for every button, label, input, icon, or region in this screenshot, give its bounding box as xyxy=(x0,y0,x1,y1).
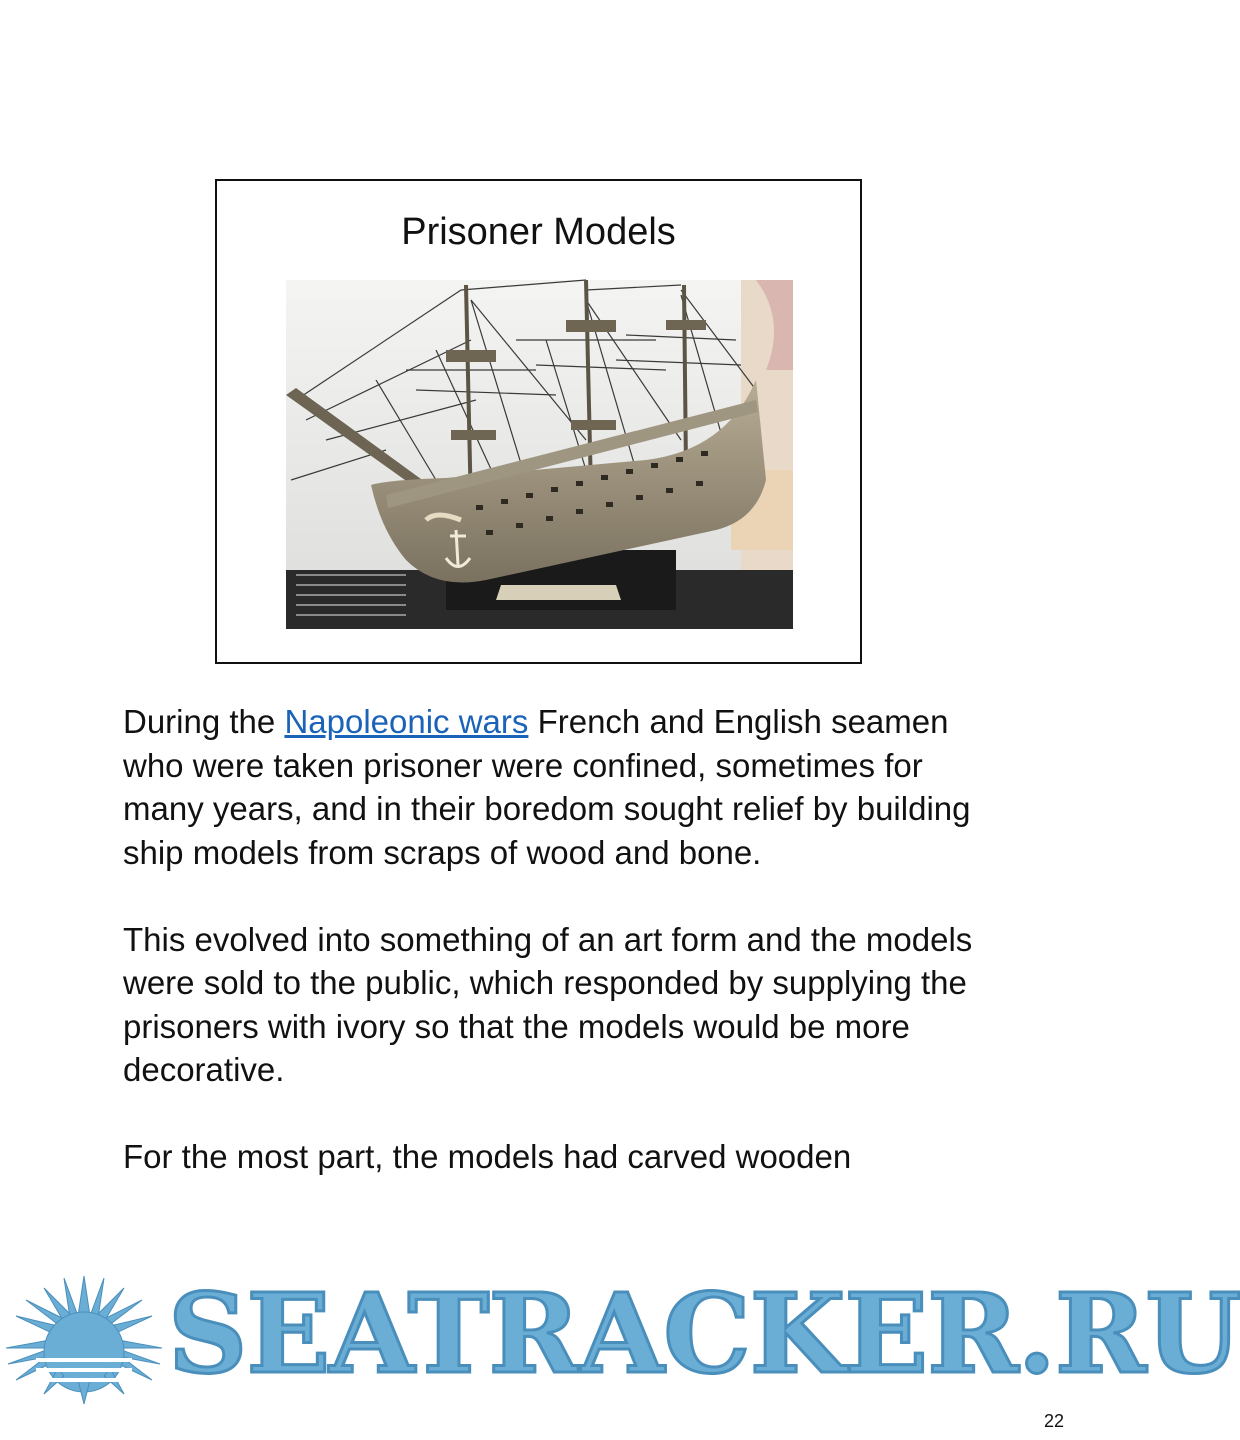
paragraph-1-intro: During the xyxy=(123,703,285,740)
page-number: 22 xyxy=(1043,1411,1064,1431)
paragraph-3: For the most part, the models had carved wooden xyxy=(123,1138,852,1175)
paragraph-1-rest: French and English seamen who were taken prisoner were confined, sometimes for many years, and in their boredom sought relief by building ship models from scraps of wood and bone. xyxy=(123,703,971,871)
body-text xyxy=(123,700,983,1222)
watermark-text: SEATRACKER.RU xyxy=(168,1269,1240,1398)
watermark xyxy=(0,1269,1240,1410)
slide-thumbnail xyxy=(215,179,862,664)
slide-title: Prisoner Models xyxy=(401,211,676,253)
paragraph-2: This evolved into something of an art form and the models were sold to the public, which responded by supplying the prisoners with ivory so that the models would be more decorative. xyxy=(123,920,973,1088)
sun-logo-icon xyxy=(6,1276,162,1404)
ship-model-photo xyxy=(286,280,793,629)
paragraph-1 xyxy=(123,700,983,874)
napoleonic-wars-link[interactable]: Napoleonic wars xyxy=(284,703,529,740)
